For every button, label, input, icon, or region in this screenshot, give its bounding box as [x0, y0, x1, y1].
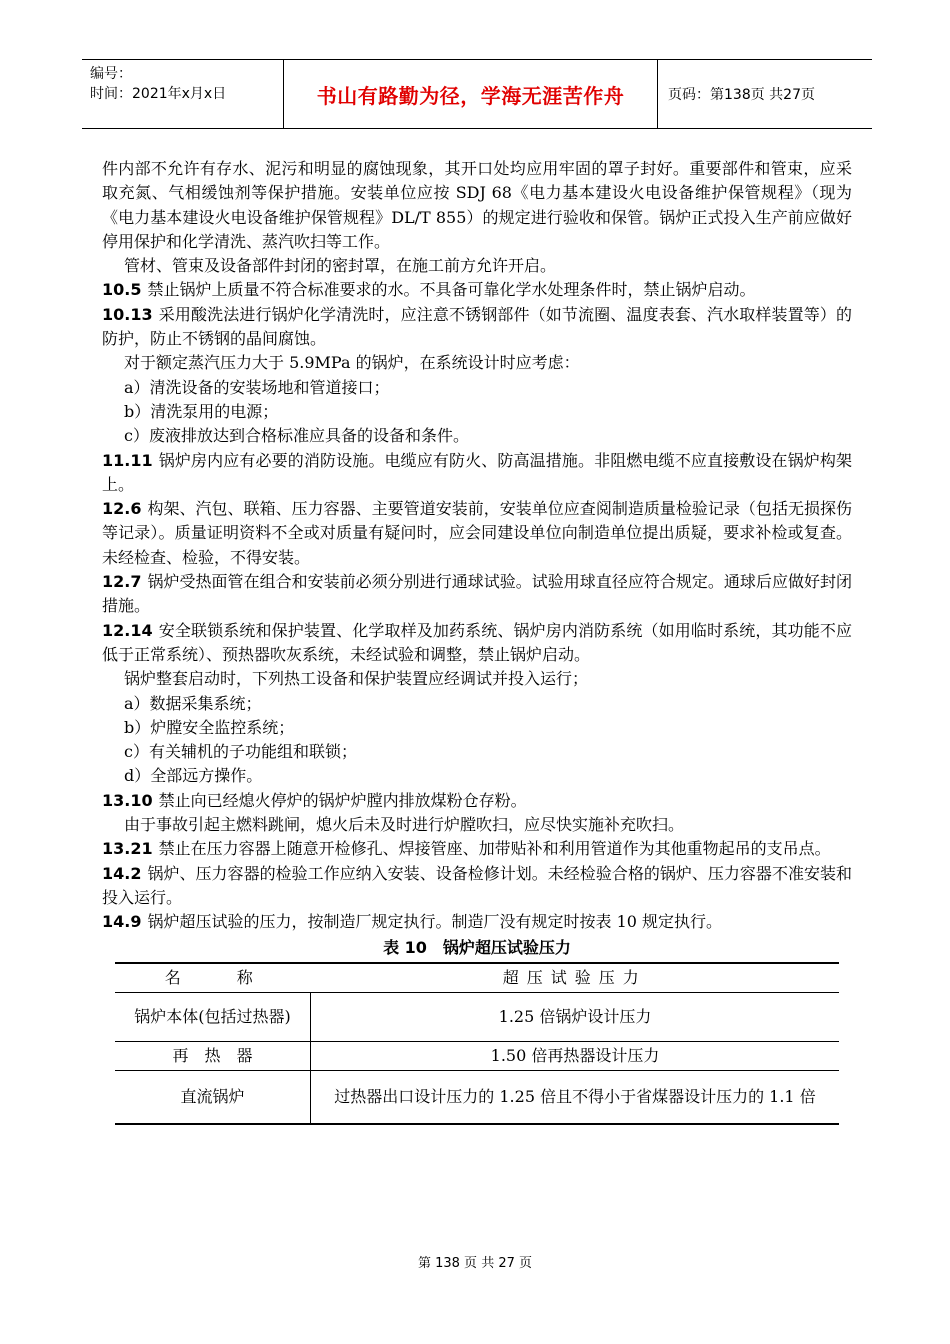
page-footer: 第 138 页 共 27 页: [417, 1256, 533, 1271]
paragraph: 锅炉整套启动时，下列热工设备和保护装置应经调试并投入运行；: [124, 669, 589, 689]
time-label: 时间：2021年x月x日: [90, 86, 227, 102]
table-row: [115, 1041, 839, 1070]
clause-number: 14.2: [102, 863, 142, 883]
paragraph: 件内部不允许有存水、泥污和明显的腐蚀现象，其开口处均应用牢固的罩子封好。重要部件和管束，应采取充氮、气相缓蚀剂等保护措施。安装单位应按 SDJ 68《电力基本建设火电设备维护保管规程》（现为《电力基本建设火电设备维护保管规程》DL/T 855）的规定进行验收和保管。锅炉正式投入生产前应做好停用保护和化学清洗、蒸汽吹扫等工作。: [102, 159, 852, 251]
paragraph: 对于额定蒸汽压力大于 5.9MPa 的锅炉，在系统设计时应考虑：: [124, 353, 580, 373]
paragraph: 管材、管束及设备部件封闭的密封罩，在施工前方允许开启。: [124, 256, 557, 276]
clause-12-14: [102, 619, 852, 668]
clause-text: 安全联锁系统和保护装置、化学取样及加药系统、锅炉房内消防系统（如用临时系统，其功能不应低于正常系统）、预热器吹灰系统，未经试验和调整，禁止锅炉启动。: [102, 620, 852, 664]
table-cell: 1.50 倍再热器设计压力: [311, 1041, 840, 1070]
paragraph: 由于事故引起主燃料跳闸，熄火后未及时进行炉膛吹扫，应尽快实施补充吹扫。: [124, 815, 685, 835]
table-cell: 过热器出口设计压力的 1.25 倍且不得小于省煤器设计压力的 1.1 倍: [311, 1070, 840, 1124]
table-cell: 锅炉本体(包括过热器): [115, 992, 311, 1041]
clause-number: 12.14: [102, 620, 153, 640]
list-item: b）清洗泵用的电源；: [124, 401, 279, 421]
document-body: [102, 157, 852, 1125]
clause-text: 采用酸洗法进行锅炉化学清洗时，应注意不锈钢部件（如节流圈、温度表套、汽水取样装置等）的防护，防止不锈钢的晶间腐蚀。: [102, 304, 852, 349]
pressure-table: [115, 962, 839, 1125]
list-item: d）全部远方操作。: [124, 766, 263, 786]
clause-text: 禁止向已经熄火停炉的锅炉炉膛内排放煤粉仓存粉。: [158, 790, 527, 810]
clause-text: 禁止在压力容器上随意开检修孔、焊接管座、加带贴补和利用管道作为其他重物起吊的支吊点。: [158, 839, 831, 859]
clause-number: 11.11: [102, 450, 153, 470]
table-caption: 表 10 锅炉超压试验压力: [383, 937, 571, 957]
clause-text: 锅炉超压试验的压力，按制造厂规定执行。制造厂没有规定时按表 10 规定执行。: [147, 912, 723, 932]
clause-number: 12.6: [102, 499, 142, 519]
table-cell: 再 热 器: [115, 1041, 311, 1070]
clause-text: 禁止锅炉上质量不符合标准要求的水。不具备可靠化学水处理条件时，禁止锅炉启动。: [147, 280, 756, 300]
table-row: [115, 1070, 839, 1124]
clause-13-10: [102, 789, 852, 813]
serial-label: 编号：: [90, 66, 132, 82]
list-item: a）清洗设备的安装场地和管道接口；: [124, 377, 390, 397]
table-cell: 1.25 倍锅炉设计压力: [311, 992, 840, 1041]
clause-text: 构架、汽包、联箱、压力容器、主要管道安装前，安装单位应查阅制造质量检验记录（包括无损探伤等记录）。质量证明资料不全或对质量有疑问时，应会同建设单位向制造单位提出质疑，要求补检或复查。未经检查、检验，不得安装。: [102, 499, 852, 567]
clause-14-9: [102, 910, 852, 934]
clause-14-2: [102, 862, 852, 911]
clause-12-7: [102, 570, 852, 619]
clause-11-11: [102, 449, 852, 498]
header-pressure: 超压试验压力: [311, 963, 840, 993]
clause-text: 锅炉受热面管在组合和安装前必须分别进行通球试验。试验用球直径应符合规定。通球后应做好封闭措施。: [102, 572, 852, 616]
header-page-label: 页码：第138页 共27页: [668, 87, 815, 103]
list-item: a）数据采集系统；: [124, 693, 262, 713]
header-divider: [657, 60, 658, 128]
clause-text: 锅炉、压力容器的检验工作应纳入安装、设备检修计划。未经检验合格的锅炉、压力容器不准安装和投入运行。: [102, 863, 852, 907]
page-header: [82, 59, 872, 129]
clause-10-13: [102, 303, 852, 352]
list-item: c）废液排放达到合格标准应具备的设备和条件。: [124, 426, 469, 446]
clause-13-21: [102, 837, 852, 861]
clause-10-5: [102, 278, 852, 302]
clause-number: 10.13: [102, 304, 153, 324]
header-name: 名 称: [115, 963, 311, 993]
header-meta: [90, 64, 280, 104]
clause-12-6: [102, 497, 852, 570]
clause-number: 14.9: [102, 912, 142, 932]
clause-number: 10.5: [102, 280, 142, 300]
list-item: b）炉膛安全监控系统；: [124, 717, 295, 737]
table-cell: 直流锅炉: [115, 1070, 311, 1124]
clause-number: 13.10: [102, 790, 153, 810]
table-row: [115, 992, 839, 1041]
clause-number: 12.7: [102, 572, 142, 592]
clause-number: 13.21: [102, 839, 153, 859]
table-header-row: [115, 963, 839, 993]
clause-text: 锅炉房内应有必要的消防设施。电缆应有防火、防高温措施。非阻燃电缆不应直接敷设在锅炉构架上。: [102, 450, 852, 494]
list-item: c）有关辅机的子功能组和联锁；: [124, 742, 357, 762]
header-motto: 书山有路勤为径，学海无涯苦作舟: [316, 83, 625, 108]
